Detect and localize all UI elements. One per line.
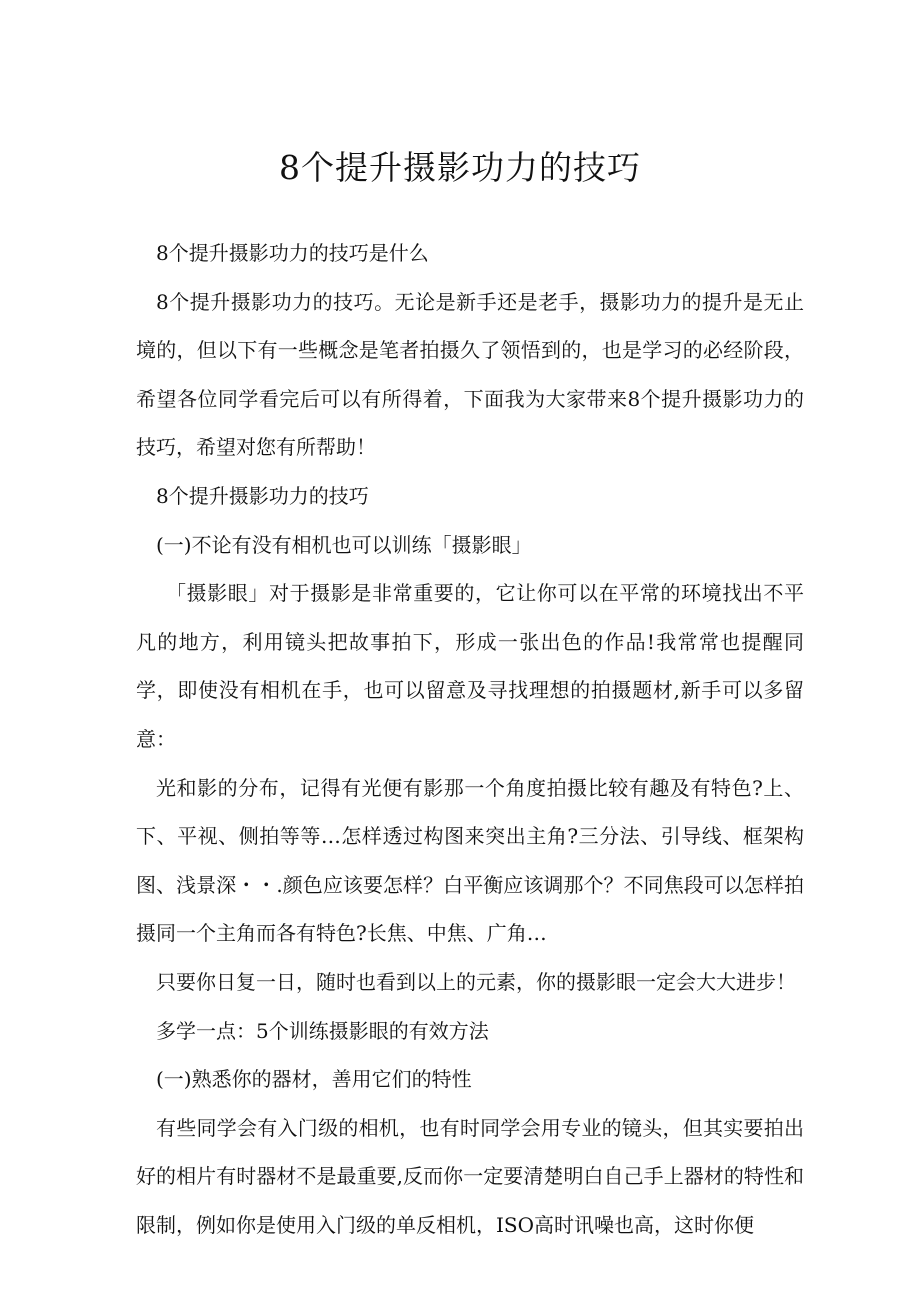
subsection-heading-1: (一)不论有没有相机也可以训练「摄影眼」: [156, 532, 532, 557]
paragraph-light-shadow: 光和影的分布，记得有光便有影那一个角度拍摄比较有趣及有特色?上、下、平视、侧拍等等…怎样透过构图来突出主角?三分法、引导线、框架构图、浅景深・・.颜色应该要怎样？白平衡应该调那个？不同焦段可以怎样拍摄同一个主角而各有特色?长焦、中焦、广角…: [136, 775, 804, 946]
paragraph-progress: 只要你日复一日，随时也看到以上的元素，你的摄影眼一定会大大进步！: [156, 969, 796, 994]
document-body: [136, 229, 804, 1249]
document-title: 8个提升摄影功力的技巧: [279, 148, 641, 187]
paragraph-photo-eye: 「摄影眼」对于摄影是非常重要的，它让你可以在平常的环境找出不平凡的地方，利用镜头把故事拍下，形成一张出色的作品!我常常也提醒同学，即使没有相机在手，也可以留意及寻找理想的拍摄题材,新手可以多留意：: [136, 581, 804, 751]
paragraph-question: 8个提升摄影功力的技巧是什么: [156, 241, 429, 265]
paragraph-learn-more: 多学一点：5个训练摄影眼的有效方法: [156, 1018, 489, 1043]
paragraph-intro: 8个提升摄影功力的技巧。无论是新手还是老手，摄影功力的提升是无止境的，但以下有一些概念是笔者拍摄久了领悟到的，也是学习的必经阶段，希望各位同学看完后可以有所得着，下面我为大家带来8个提升摄影功力的技巧，希望对您有所帮助！: [136, 289, 804, 460]
subsection-heading-2: (一)熟悉你的器材，善用它们的特性: [156, 1067, 472, 1092]
section-heading: 8个提升摄影功力的技巧: [156, 483, 369, 508]
paragraph-equipment: 有些同学会有入门级的相机，也有时同学会用专业的镜头，但其实要拍出好的相片有时器材不是最重要,反而你一定要清楚明白自己手上器材的特性和限制，例如你是使用入门级的单反相机，ISO高时讯噪也高，这时你便: [136, 1115, 804, 1237]
